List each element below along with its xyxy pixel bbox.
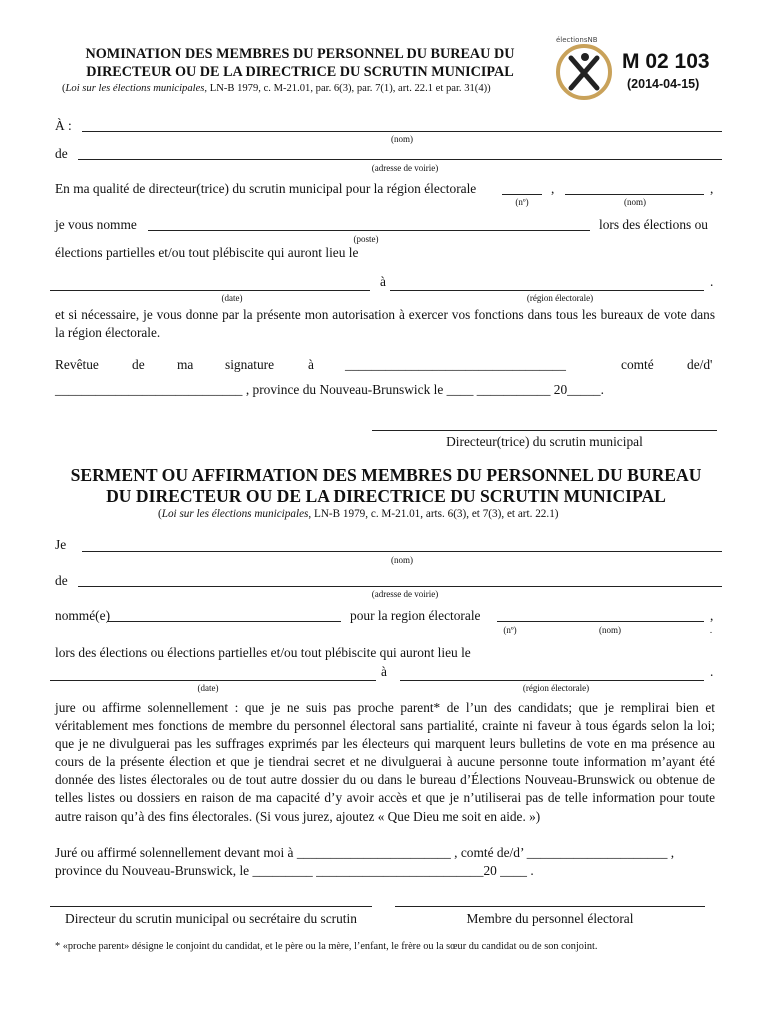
je-label: Je (55, 537, 67, 552)
oath-name-field[interactable] (82, 551, 722, 552)
word-a: à (308, 357, 314, 372)
form-title-line2: DIRECTEUR OU DE LA DIRECTRICE DU SCRUTIN MUNICIPAL (86, 64, 514, 80)
law-articles: , LN-B 1979, c. M-21.01, par. 6(3), par. 7(1), art. 22.1 et par. 31(4)) (204, 83, 491, 94)
number-caption: (nº) (503, 625, 517, 635)
period: . (709, 625, 713, 635)
law-name: Loi sur les élections municipales (65, 83, 205, 94)
address-caption: (adresse de voirie) (371, 163, 439, 173)
recipient-name-field[interactable] (82, 131, 722, 132)
officer-signature-field[interactable] (50, 906, 372, 907)
form-date: (2014-04-15) (627, 77, 700, 91)
province-date-line[interactable]: ____________________________ , province du Nouveau-Brunswick le ____ ___________ 20_____. (55, 382, 604, 397)
name-caption: (nom) (391, 555, 413, 565)
oath-electoral-district-field[interactable] (400, 680, 704, 681)
oath-address-field[interactable] (78, 586, 722, 587)
comma-separator: , (710, 608, 714, 623)
staff-signature-caption: Membre du personnel électoral (466, 911, 634, 926)
authorization-text: et si nécessaire, je vous donne par la présente mon autorisation à exercer vos fonctions dans tous les bureaux de vote dans la région électorale. (55, 307, 715, 341)
oath-date-field[interactable] (50, 680, 376, 681)
oath-district-field[interactable] (497, 621, 704, 622)
logo-text: électionsNB (556, 36, 598, 44)
staff-signature-field[interactable] (395, 906, 705, 907)
position-field[interactable] (148, 230, 590, 231)
at-label: à (380, 274, 386, 289)
oath-law-articles: , LN-B 1979, c. M-21.01, arts. 6(3), et 7(3), et art. 22.1) (308, 508, 559, 520)
returning-officer-caption: Directeur(trice) du scrutin municipal (446, 434, 643, 449)
elections-nb-logo (552, 38, 616, 102)
word-revetue: Revêtue (55, 357, 99, 372)
name-caption: (nom) (391, 134, 413, 144)
number-caption: (nº) (515, 197, 529, 207)
word-de: de (132, 357, 145, 372)
word-ma: ma (177, 357, 194, 372)
oath-law-reference: (Loi sur les élections municipales, LN-B 1979, c. M-21.01, arts. 6(3), et 7(3), et art. 22.1) (158, 508, 559, 520)
address-caption: (adresse de voirie) (371, 589, 439, 599)
district-caption: (région électorale) (522, 683, 590, 693)
position-caption: (poste) (353, 234, 379, 244)
form-title-line1: NOMINATION DES MEMBRES DU PERSONNEL DU BUREAU DU (85, 46, 515, 62)
recipient-address-field[interactable] (78, 159, 722, 160)
appoint-label: je vous nomme (55, 217, 137, 232)
word-signature: signature (225, 357, 275, 372)
at-label: à (381, 664, 387, 679)
law-reference: (Loi sur les élections municipales, LN-B 1979, c. M-21.01, par. 6(3), par. 7(1), art. 22.1 et par. 31(4)) (62, 83, 491, 94)
footnote: * «proche parent» désigne le conjoint du candidat, et le père ou la mère, l’enfant, le frère ou la sœur du candidat ou de son conjoint. (55, 941, 598, 952)
date-caption: (date) (197, 683, 219, 693)
oath-title-line2: DU DIRECTEUR OU DE LA DIRECTRICE DU SCRUTIN MUNICIPAL (106, 486, 666, 506)
election-date-field[interactable] (50, 290, 370, 291)
appointed-label: nommé(e) (55, 608, 111, 623)
district-number-field[interactable] (502, 194, 542, 195)
period: . (710, 664, 714, 679)
from-label: de (55, 573, 68, 588)
oath-title (30, 465, 742, 507)
electoral-district-field[interactable] (390, 290, 704, 291)
period: . (710, 274, 714, 289)
returning-officer-signature-field[interactable] (372, 430, 717, 431)
sworn-before-line[interactable]: Juré ou affirmé solennellement devant moi à _______________________ , comté de/d’ _____________________ , (55, 845, 675, 860)
oath-title-line1: SERMENT OU AFFIRMATION DES MEMBRES DU PERSONNEL DU BUREAU (70, 465, 702, 485)
name-caption: (nom) (599, 625, 621, 635)
capacity-text: En ma qualité de directeur(trice) du scrutin municipal pour la région électorale (55, 181, 477, 196)
comma-separator: , (710, 181, 714, 196)
from-label: de (55, 146, 68, 161)
word-comte: comté (621, 357, 654, 372)
district-label: pour la region électorale (350, 608, 481, 623)
oath-law-name: Loi sur les élections municipales (161, 508, 309, 520)
place-field[interactable]: _________________________________ (345, 357, 566, 372)
comma-separator: , (551, 181, 555, 196)
date-caption: (date) (221, 293, 243, 303)
sworn-province-line[interactable]: province du Nouveau-Brunswick, le _________ _________________________20 ____ . (55, 863, 534, 878)
to-label: À : (55, 118, 72, 133)
oath-elections-text: lors des élections ou élections partielles et/ou tout plébiscite qui auront lieu le (55, 645, 471, 660)
form-title (40, 45, 560, 81)
ballot-x-icon (552, 38, 616, 102)
appointment-field[interactable] (107, 621, 341, 622)
district-name-field[interactable] (565, 194, 704, 195)
elections-text: lors des élections ou (599, 217, 708, 232)
officer-signature-caption: Directeur du scrutin municipal ou secrétaire du scrutin (65, 911, 357, 926)
by-elections-text: élections partielles et/ou tout plébiscite qui auront lieu le (55, 245, 359, 260)
oath-text: jure ou affirme solennellement : que je ne suis pas proche parent* de l’un des candidats; que je remplirai bien et véritablement mes fonctions de membre du personnel électoral sans partialité, crainte ni faveur à tous égards selon la loi; que je ne divulguerai pas les suffrages exprimés par les électeurs qui marquent leurs bulletins de vote en ma présence au cours de la présente élection et que je tiendrai secret et ne divulguerai à aucune personne toute information m’ayant été donnée des listes électorales ou de tout autre dossier du ou dans le bureau d’Élections Nouveau-Brunswick ou obtenue de telles listes ou dossiers en raison de ma capacité d’y avoir accès et que je n’utiliserai pas de telle information pour toute autre raison qu’à des fins électorales. (Si vous jurez, ajoutez « Que Dieu me soit en aide. ») (55, 700, 715, 824)
form-number: M 02 103 (622, 50, 710, 73)
word-ded: de/d' (687, 357, 713, 372)
name-caption: (nom) (624, 197, 646, 207)
signature-clause (55, 357, 715, 375)
district-caption: (région électorale) (526, 293, 594, 303)
